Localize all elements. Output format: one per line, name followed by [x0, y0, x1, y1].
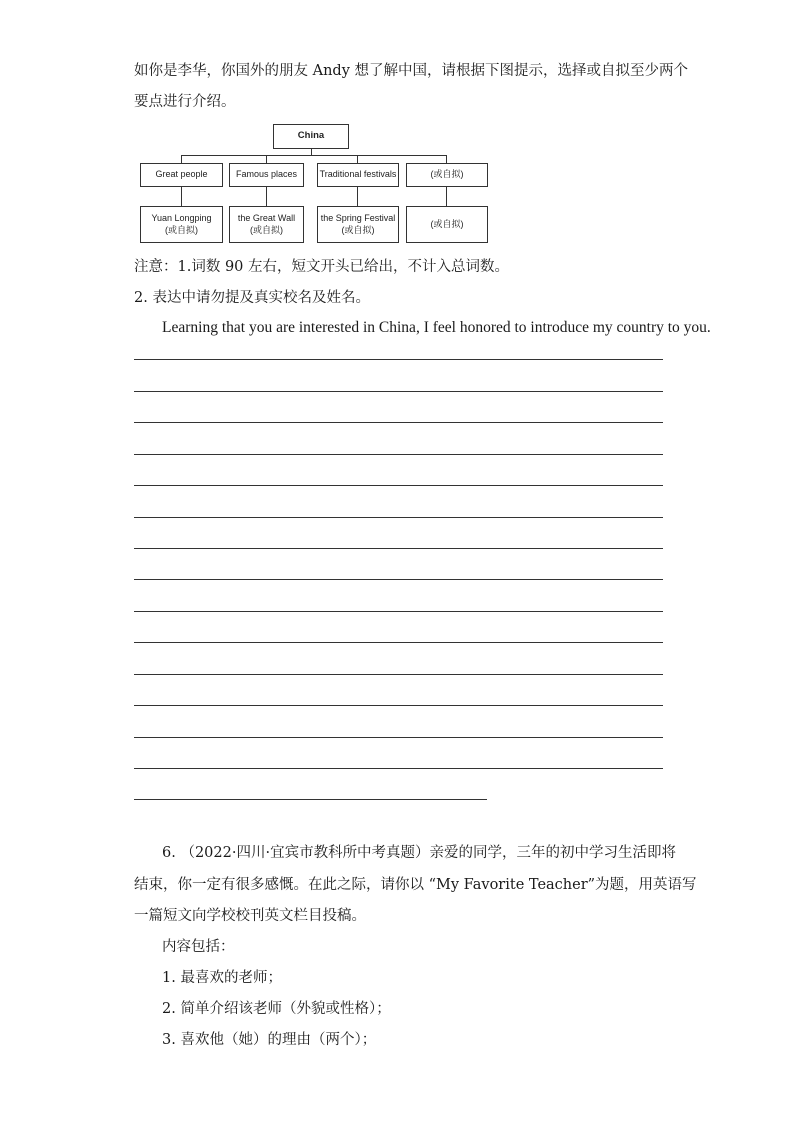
example-line: the Spring Festival — [320, 212, 396, 223]
connector — [311, 148, 312, 155]
writing-line[interactable] — [134, 768, 663, 769]
example-box — [406, 206, 488, 243]
connector — [357, 187, 358, 206]
question-6-line-3: 一篇短文向学校校刊英文栏目投稿。 — [134, 908, 366, 924]
writing-line[interactable] — [134, 611, 663, 612]
content-item: 2. 简单介绍该老师（外貌或性格）； — [162, 1001, 391, 1017]
diagram-root-box — [273, 124, 349, 149]
category-box — [229, 163, 304, 187]
opening-sentence: Learning that you are interested in China, I feel honored to introduce my country to you. — [162, 319, 711, 336]
content-label: 内容包括： — [162, 939, 235, 955]
note-1: 注意：1.词数 90 左右，短文开头已给出，不计入总词数。 — [134, 259, 510, 275]
china-topic-diagram — [140, 124, 490, 244]
writing-line[interactable] — [134, 454, 663, 455]
connector — [181, 155, 182, 163]
writing-line[interactable] — [134, 359, 663, 360]
example-box — [229, 206, 304, 243]
category-label: Great people — [155, 169, 208, 180]
content-item: 3. 喜欢他（她）的理由（两个）； — [162, 1032, 377, 1048]
example-line: (或自拟) — [165, 224, 198, 235]
root-label: China — [297, 130, 325, 142]
question-6-line-2: 结束，你一定有很多感慨。在此之际，请你以 “My Favorite Teacher”为题，用英语写 — [134, 877, 697, 893]
category-box — [406, 163, 488, 187]
writing-line[interactable] — [134, 579, 663, 580]
example-box — [317, 206, 399, 243]
connector — [446, 155, 447, 163]
writing-line[interactable] — [134, 391, 663, 392]
connector — [181, 155, 446, 156]
example-line: Yuan Longping — [151, 212, 212, 223]
example-line: (或自拟) — [341, 224, 375, 235]
category-label: (或自拟) — [430, 169, 464, 180]
content-item: 1. 最喜欢的老师； — [162, 970, 282, 986]
example-line: the Great Wall — [237, 212, 296, 223]
note-2: 2. 表达中请勿提及真实校名及姓名。 — [134, 290, 370, 306]
category-label: Traditional festivals — [319, 169, 397, 180]
writing-line[interactable] — [134, 737, 663, 738]
question-6-line-1: 6. （2022·四川·宜宾市教科所中考真题）亲爱的同学，三年的初中学习生活即将 — [162, 845, 677, 861]
connector — [181, 187, 182, 206]
category-label: Famous places — [235, 169, 298, 180]
writing-line[interactable] — [134, 674, 663, 675]
writing-line[interactable] — [134, 485, 663, 486]
connector — [446, 187, 447, 206]
writing-line[interactable] — [134, 642, 663, 643]
intro-line-1: 如你是李华，你国外的朋友 Andy 想了解中国，请根据下图提示，选择或自拟至少两个 — [134, 63, 688, 79]
example-line: (或自拟) — [250, 224, 283, 235]
writing-line[interactable] — [134, 517, 663, 518]
intro-line-2: 要点进行介绍。 — [134, 94, 236, 110]
example-box — [140, 206, 223, 243]
connector — [266, 187, 267, 206]
writing-line[interactable] — [134, 799, 487, 800]
connector — [357, 155, 358, 163]
writing-line[interactable] — [134, 705, 663, 706]
category-box — [317, 163, 399, 187]
writing-line[interactable] — [134, 422, 663, 423]
connector — [266, 155, 267, 163]
example-line: (或自拟) — [430, 218, 464, 229]
writing-line[interactable] — [134, 548, 663, 549]
category-box — [140, 163, 223, 187]
